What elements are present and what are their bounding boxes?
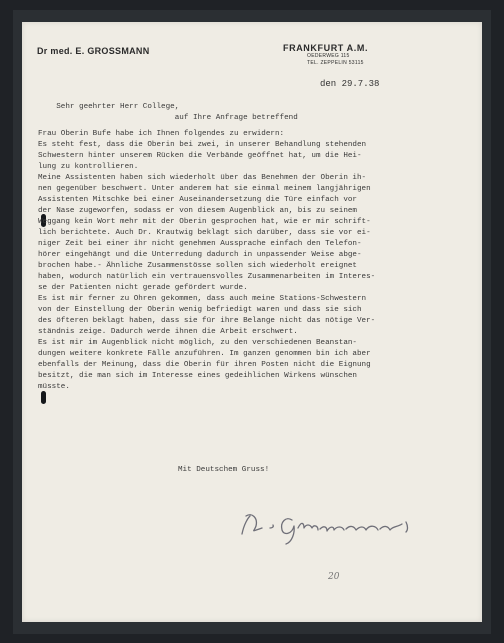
- letter-line: Es ist mir ferner zu Ohren gekommen, dass auch meine Stations-Schwestern: [38, 295, 367, 303]
- letter-date: den 29.7.38: [320, 79, 380, 89]
- letterhead-name: Dr med. E. GROSSMANN: [37, 46, 150, 56]
- letter-line: Es steht fest, dass die Oberin bei zwei, in unserer Behandlung stehenden: [38, 141, 367, 149]
- letter-line: von der Einstellung der Oberin wenig befriedigt waren und dass sie sich: [38, 306, 362, 314]
- letter-line: nen gegenüber beschwert. Unter anderem hat sie einmal meinem langjährigen: [38, 185, 371, 193]
- letter-line: des öfteren beklagt haben, dass sie für ihre Belange nicht das nötige Ver-: [38, 317, 376, 325]
- letterhead-city: FRANKFURT A.M.: [283, 43, 369, 53]
- signature-drawing: [232, 498, 432, 548]
- letter-line: lung zu kontrollieren.: [38, 163, 139, 171]
- letter-body: [38, 102, 438, 393]
- letter-line: auf Ihre Anfrage betreffend: [38, 114, 298, 122]
- letterhead-street: OEDERWEG 115: [307, 53, 350, 59]
- letterhead-address-block: [283, 43, 368, 67]
- letter-line: Es ist mir im Augenblick nicht möglich, zu den verschiedenen Beanstan-: [38, 339, 357, 347]
- page-number: 20: [328, 572, 340, 582]
- letter-line: ebenfalls der Meinung, dass die Oberin für ihren Posten nicht die Eignung: [38, 361, 371, 369]
- letter-line: Weggang kein Wort mehr mit der Oberin gesprochen hat, wie er mir schrift-: [38, 218, 371, 226]
- letter-line: dungen weitere konkrete Fälle anzuführen. Im ganzen genommen bin ich aber: [38, 350, 371, 358]
- letter-line: haben, wodurch natürlich ein vertrauensvolles Zusammenarbeiten im Interes-: [38, 273, 376, 281]
- letter-line: Sehr geehrter Herr College,: [38, 103, 180, 111]
- letter-line: müsste.: [38, 383, 70, 391]
- letter-line: besitzt, die man sich im Interesse eines gedeihlichen Wirkens wünschen: [38, 372, 357, 380]
- letter-line: brochen habe.- Ähnliche Zusammenstösse sollen sich wiederholt ereignet: [38, 262, 357, 270]
- letterhead-phone: TEL. ZEPPELIN 53115: [307, 60, 364, 66]
- letter-line: Schwestern hinter unserem Rücken die Verbände geöffnet hat, um die Hei-: [38, 152, 362, 160]
- letter-line: der Nase zugeworfen, sodass er von diesem Augenblick an, bis zu seinem: [38, 207, 357, 215]
- letter-line: Meine Assistenten haben sich wiederholt über das Benehmen der Oberin ih-: [38, 174, 367, 182]
- letter-line: se der Patienten nicht gerade gefördert wurde.: [38, 284, 248, 292]
- signature: [232, 498, 432, 553]
- letter-line: hörer eingehängt und die Unterredung dadurch in unpassender Weise abge-: [38, 251, 362, 259]
- letter-line: niger Zeit bei einer ihr nicht genehmen Aussprache einfach den Telefon-: [38, 240, 362, 248]
- letter-line: Frau Oberin Bufe habe ich Ihnen folgendes zu erwidern:: [38, 130, 285, 138]
- letter-line: lich berichtete. Auch Dr. Krautwig beklagt sich darüber, dass sie vor ei-: [38, 229, 371, 237]
- letter-line: ständnis zeige. Dadurch werde ihnen die Arbeit erschwert.: [38, 328, 298, 336]
- letter-line: Assistenten Mitschke bei einer Auseinandersetzung die Türe einfach vor: [38, 196, 357, 204]
- letter-closing: Mit Deutschem Gruss!: [178, 466, 270, 474]
